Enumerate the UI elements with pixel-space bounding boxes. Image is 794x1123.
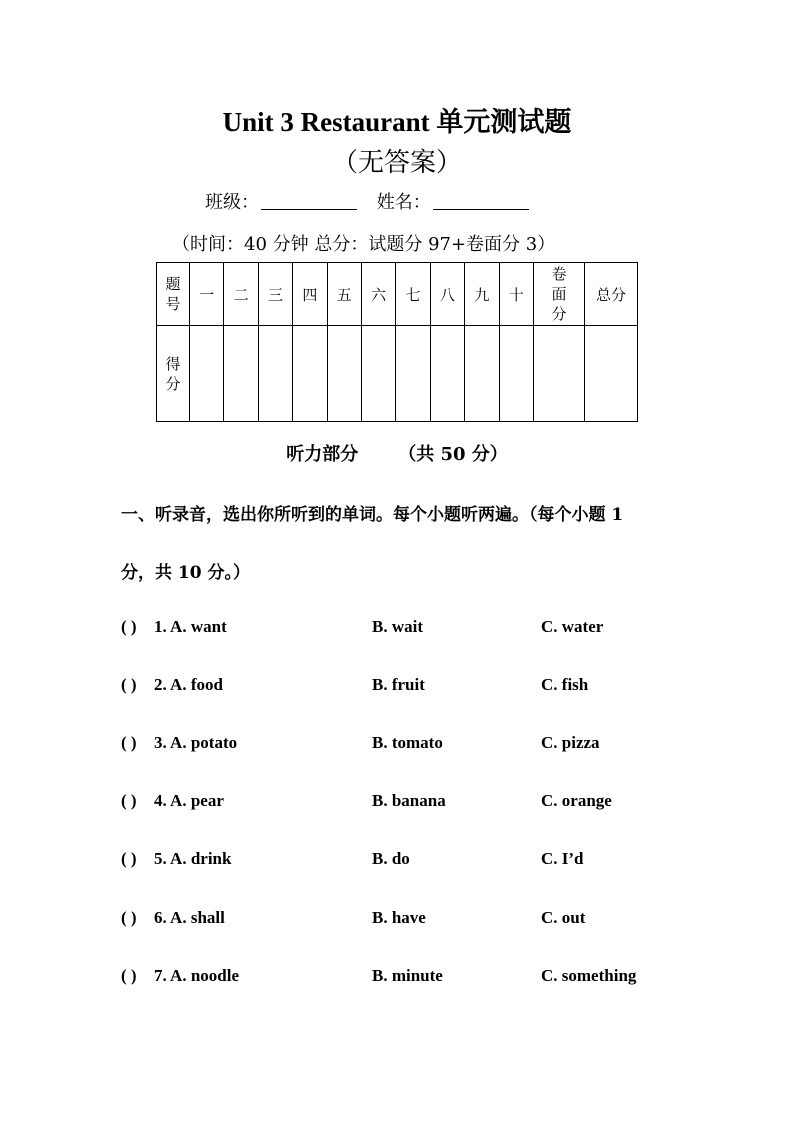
- column-5: 五: [327, 263, 361, 326]
- score-cell[interactable]: [499, 326, 533, 422]
- option-a: 2. A. food: [154, 675, 223, 694]
- score-cell[interactable]: [430, 326, 464, 422]
- column-4: 四: [293, 263, 327, 326]
- score-cell[interactable]: [293, 326, 327, 422]
- instruction-line-2: 分，共 10 分。）: [121, 563, 250, 583]
- score-table-score-row: [157, 326, 638, 422]
- question-row: [0, 733, 794, 757]
- option-c: C. out: [541, 908, 586, 927]
- option-b: B. tomato: [372, 733, 443, 752]
- column-9: 九: [465, 263, 499, 326]
- question-row: [0, 791, 794, 815]
- score-cell[interactable]: [327, 326, 361, 422]
- option-a: 7. A. noodle: [154, 966, 240, 985]
- option-c: C. water: [541, 617, 604, 636]
- question-row: [0, 675, 794, 699]
- listening-section-heading: [0, 440, 794, 466]
- score-table: [156, 262, 638, 422]
- answer-blank[interactable]: ( ): [121, 791, 137, 810]
- page-title: Unit 3 Restaurant 单元测试题: [222, 107, 572, 137]
- option-c: C. something: [541, 966, 637, 985]
- name-label: 姓名：: [376, 192, 431, 213]
- option-b: B. fruit: [372, 675, 425, 694]
- option-c: C. fish: [541, 675, 589, 694]
- column-7: 七: [396, 263, 430, 326]
- answer-blank[interactable]: ( ): [121, 733, 137, 752]
- score-cell[interactable]: [534, 326, 585, 422]
- column-10: 十: [499, 263, 533, 326]
- option-c: C. I’d: [541, 849, 584, 868]
- instruction-line-1: 一、听录音，选出你所听到的单词。每个小题听两遍。（每个小题 1: [121, 505, 624, 525]
- option-a: 4. A. pear: [154, 791, 224, 810]
- class-blank: [261, 191, 357, 210]
- option-b: B. do: [372, 849, 410, 868]
- answer-blank[interactable]: ( ): [121, 617, 137, 636]
- option-b: B. wait: [372, 617, 423, 636]
- answer-blank[interactable]: ( ): [121, 966, 137, 985]
- option-a: 5. A. drink: [154, 849, 232, 868]
- column-1: 一: [190, 263, 224, 326]
- answer-blank[interactable]: ( ): [121, 849, 137, 868]
- score-cell[interactable]: [465, 326, 499, 422]
- section-points: （共 50 分）: [398, 444, 508, 465]
- column-2: 二: [224, 263, 258, 326]
- score-table-header-row: [157, 263, 638, 326]
- question-row: [0, 849, 794, 873]
- question-row: [0, 966, 794, 990]
- score-row-label: 得 分: [157, 326, 190, 422]
- page-subtitle: （无答案）: [331, 148, 462, 178]
- column-3: 三: [258, 263, 292, 326]
- option-a: 1. A. want: [154, 617, 227, 636]
- question-number-label: 题 号: [157, 263, 190, 326]
- total-score-label: 总分: [585, 263, 638, 326]
- option-b: B. have: [372, 908, 426, 927]
- score-cell[interactable]: [224, 326, 258, 422]
- score-cell[interactable]: [396, 326, 430, 422]
- option-a: 6. A. shall: [154, 908, 225, 927]
- question-row: [0, 617, 794, 641]
- option-c: C. pizza: [541, 733, 600, 752]
- class-label: 班级：: [205, 192, 259, 213]
- paper-score-label: 卷 面 分: [534, 263, 585, 326]
- option-c: C. orange: [541, 791, 612, 810]
- question-row: [0, 908, 794, 932]
- score-cell[interactable]: [190, 326, 224, 422]
- section-title: 听力部分: [286, 444, 359, 465]
- score-cell[interactable]: [361, 326, 395, 422]
- name-blank: [433, 191, 529, 210]
- time-and-score-line: （时间：40 分钟 总分：试题分 97+卷面分 3）: [172, 234, 556, 255]
- score-cell[interactable]: [585, 326, 638, 422]
- option-b: B. banana: [372, 791, 446, 810]
- option-a: 3. A. potato: [154, 733, 238, 752]
- answer-blank[interactable]: ( ): [121, 908, 137, 927]
- answer-blank[interactable]: ( ): [121, 675, 137, 694]
- column-6: 六: [361, 263, 395, 326]
- score-cell[interactable]: [258, 326, 292, 422]
- column-8: 八: [430, 263, 464, 326]
- option-b: B. minute: [372, 966, 443, 985]
- student-info: [205, 188, 543, 214]
